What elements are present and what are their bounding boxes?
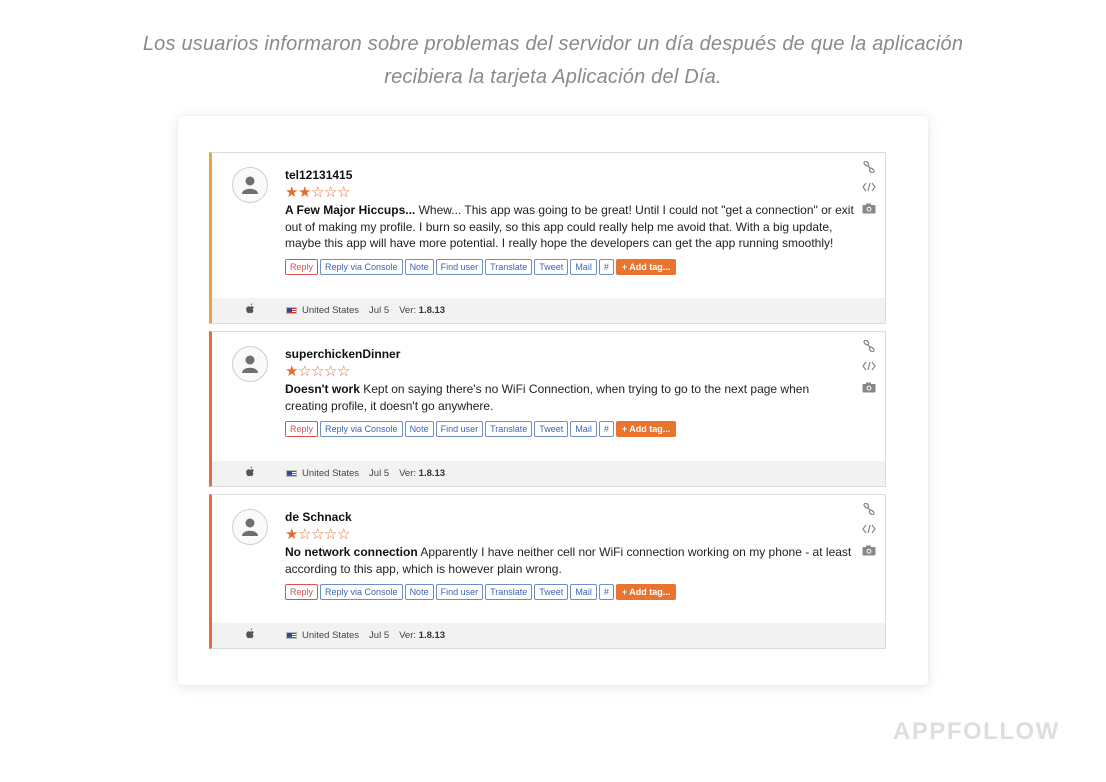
star-filled-icon: ★ (285, 184, 299, 201)
code-icon[interactable] (862, 361, 876, 376)
country-name: United States (302, 305, 360, 316)
star-empty-icon: ☆ (337, 184, 351, 201)
star-empty-icon: ☆ (298, 526, 312, 543)
mail-button[interactable]: Mail (570, 421, 597, 437)
review-date: Jul 5 (369, 468, 390, 479)
star-rating (285, 526, 855, 543)
country (286, 630, 359, 641)
review-author[interactable]: tel12131415 (285, 168, 353, 182)
version-number: 1.8.13 (418, 305, 446, 316)
star-filled-icon: ★ (298, 184, 312, 201)
page-caption: Los usuarios informaron sobre problemas del servidor un día después de que la aplicación recibiera la tarjeta Aplicación del Día. (142, 33, 964, 88)
star-filled-icon: ★ (285, 526, 299, 543)
review-text (285, 381, 855, 414)
app-version (399, 305, 445, 316)
review-footer (212, 461, 885, 486)
user-avatar-icon (232, 167, 268, 203)
review-body (285, 168, 855, 275)
add-tag-button[interactable]: + Add tag... (616, 584, 676, 600)
review-actions (285, 421, 855, 437)
find-user-button[interactable]: Find user (436, 584, 484, 600)
version-number: 1.8.13 (418, 468, 446, 479)
review-content: Whew... This app was going to be great! Until I could not "get a connection" or exit out of making my profile. I burn so easily, so this app could really help me avoid that. With a big update, maybe this app will have more potential. I really hope the developers can get the app running smoothly! (285, 203, 854, 250)
review-content: Apparently I have neither cell nor WiFi connection working on my phone - at least according to this app, which is however plain wrong. (285, 545, 852, 576)
app-version (399, 468, 445, 479)
review-title: No network connection (285, 545, 418, 559)
review-side-tools (861, 161, 877, 218)
apple-icon (246, 466, 255, 480)
note-button[interactable]: Note (405, 259, 434, 275)
reply-button[interactable]: Reply (285, 584, 318, 600)
review-body (285, 347, 855, 437)
review-author[interactable]: de Schnack (285, 510, 352, 524)
link-icon[interactable] (863, 340, 875, 355)
review-title: Doesn't work (285, 382, 360, 396)
appfollow-logo: APPFOLLOW (893, 718, 1060, 745)
review-author[interactable]: superchickenDinner (285, 347, 401, 361)
star-rating (285, 363, 855, 380)
user-avatar-icon (232, 346, 268, 382)
star-empty-icon: ☆ (324, 363, 338, 380)
review-footer (212, 298, 885, 323)
camera-icon[interactable] (862, 203, 876, 218)
tweet-button[interactable]: Tweet (534, 421, 568, 437)
review-date: Jul 5 (369, 630, 390, 641)
review-meta (286, 630, 445, 641)
review-text (285, 202, 855, 252)
review-actions (285, 584, 855, 600)
user-avatar-icon (232, 509, 268, 545)
review-item (209, 331, 886, 487)
us-flag-icon (286, 632, 297, 639)
mail-button[interactable]: Mail (570, 259, 597, 275)
tweet-button[interactable]: Tweet (534, 584, 568, 600)
star-empty-icon: ☆ (337, 526, 351, 543)
country-name: United States (302, 630, 360, 641)
code-icon[interactable] (862, 182, 876, 197)
reply-via-console-button[interactable]: Reply via Console (320, 584, 403, 600)
star-empty-icon: ☆ (311, 184, 325, 201)
country (286, 468, 359, 479)
note-button[interactable]: Note (405, 421, 434, 437)
review-meta (286, 305, 445, 316)
star-empty-icon: ☆ (324, 184, 338, 201)
review-item (209, 494, 886, 649)
apple-icon (246, 628, 255, 642)
app-version (399, 630, 445, 641)
camera-icon[interactable] (862, 545, 876, 560)
camera-icon[interactable] (862, 382, 876, 397)
review-actions (285, 259, 855, 275)
version-number: 1.8.13 (418, 630, 446, 641)
translate-button[interactable]: Translate (485, 584, 532, 600)
star-empty-icon: ☆ (311, 526, 325, 543)
review-item (209, 152, 886, 324)
review-content: Kept on saying there's no WiFi Connection, when trying to go to the next page when creating profile, it doesn't go anywhere. (285, 382, 810, 413)
review-side-tools (861, 340, 877, 397)
tweet-button[interactable]: Tweet (534, 259, 568, 275)
link-icon[interactable] (863, 161, 875, 176)
review-body (285, 510, 855, 600)
link-icon[interactable] (863, 503, 875, 518)
reply-button[interactable]: Reply (285, 259, 318, 275)
code-icon[interactable] (862, 524, 876, 539)
reply-via-console-button[interactable]: Reply via Console (320, 259, 403, 275)
review-text (285, 544, 855, 577)
review-title: A Few Major Hiccups... (285, 203, 416, 217)
country (286, 305, 359, 316)
version-label: Ver: (399, 630, 417, 641)
note-button[interactable]: Note (405, 584, 434, 600)
star-filled-icon: ★ (285, 363, 299, 380)
find-user-button[interactable]: Find user (436, 259, 484, 275)
review-footer (212, 623, 885, 648)
apple-icon (246, 303, 255, 317)
review-meta (286, 468, 445, 479)
country-name: United States (302, 468, 360, 479)
find-user-button[interactable]: Find user (436, 421, 484, 437)
translate-button[interactable]: Translate (485, 259, 532, 275)
star-empty-icon: ☆ (311, 363, 325, 380)
star-rating (285, 184, 855, 201)
review-side-tools (861, 503, 877, 560)
us-flag-icon (286, 307, 297, 314)
translate-button[interactable]: Translate (485, 421, 532, 437)
hash-button[interactable]: # (599, 259, 614, 275)
star-empty-icon: ☆ (324, 526, 338, 543)
us-flag-icon (286, 470, 297, 477)
reply-button[interactable]: Reply (285, 421, 318, 437)
hash-button[interactable]: # (599, 421, 614, 437)
hash-button[interactable]: # (599, 584, 614, 600)
add-tag-button[interactable]: + Add tag... (616, 259, 676, 275)
version-label: Ver: (399, 468, 417, 479)
star-empty-icon: ☆ (298, 363, 312, 380)
reply-via-console-button[interactable]: Reply via Console (320, 421, 403, 437)
add-tag-button[interactable]: + Add tag... (616, 421, 676, 437)
version-label: Ver: (399, 305, 417, 316)
review-date: Jul 5 (369, 305, 390, 316)
star-empty-icon: ☆ (337, 363, 351, 380)
mail-button[interactable]: Mail (570, 584, 597, 600)
